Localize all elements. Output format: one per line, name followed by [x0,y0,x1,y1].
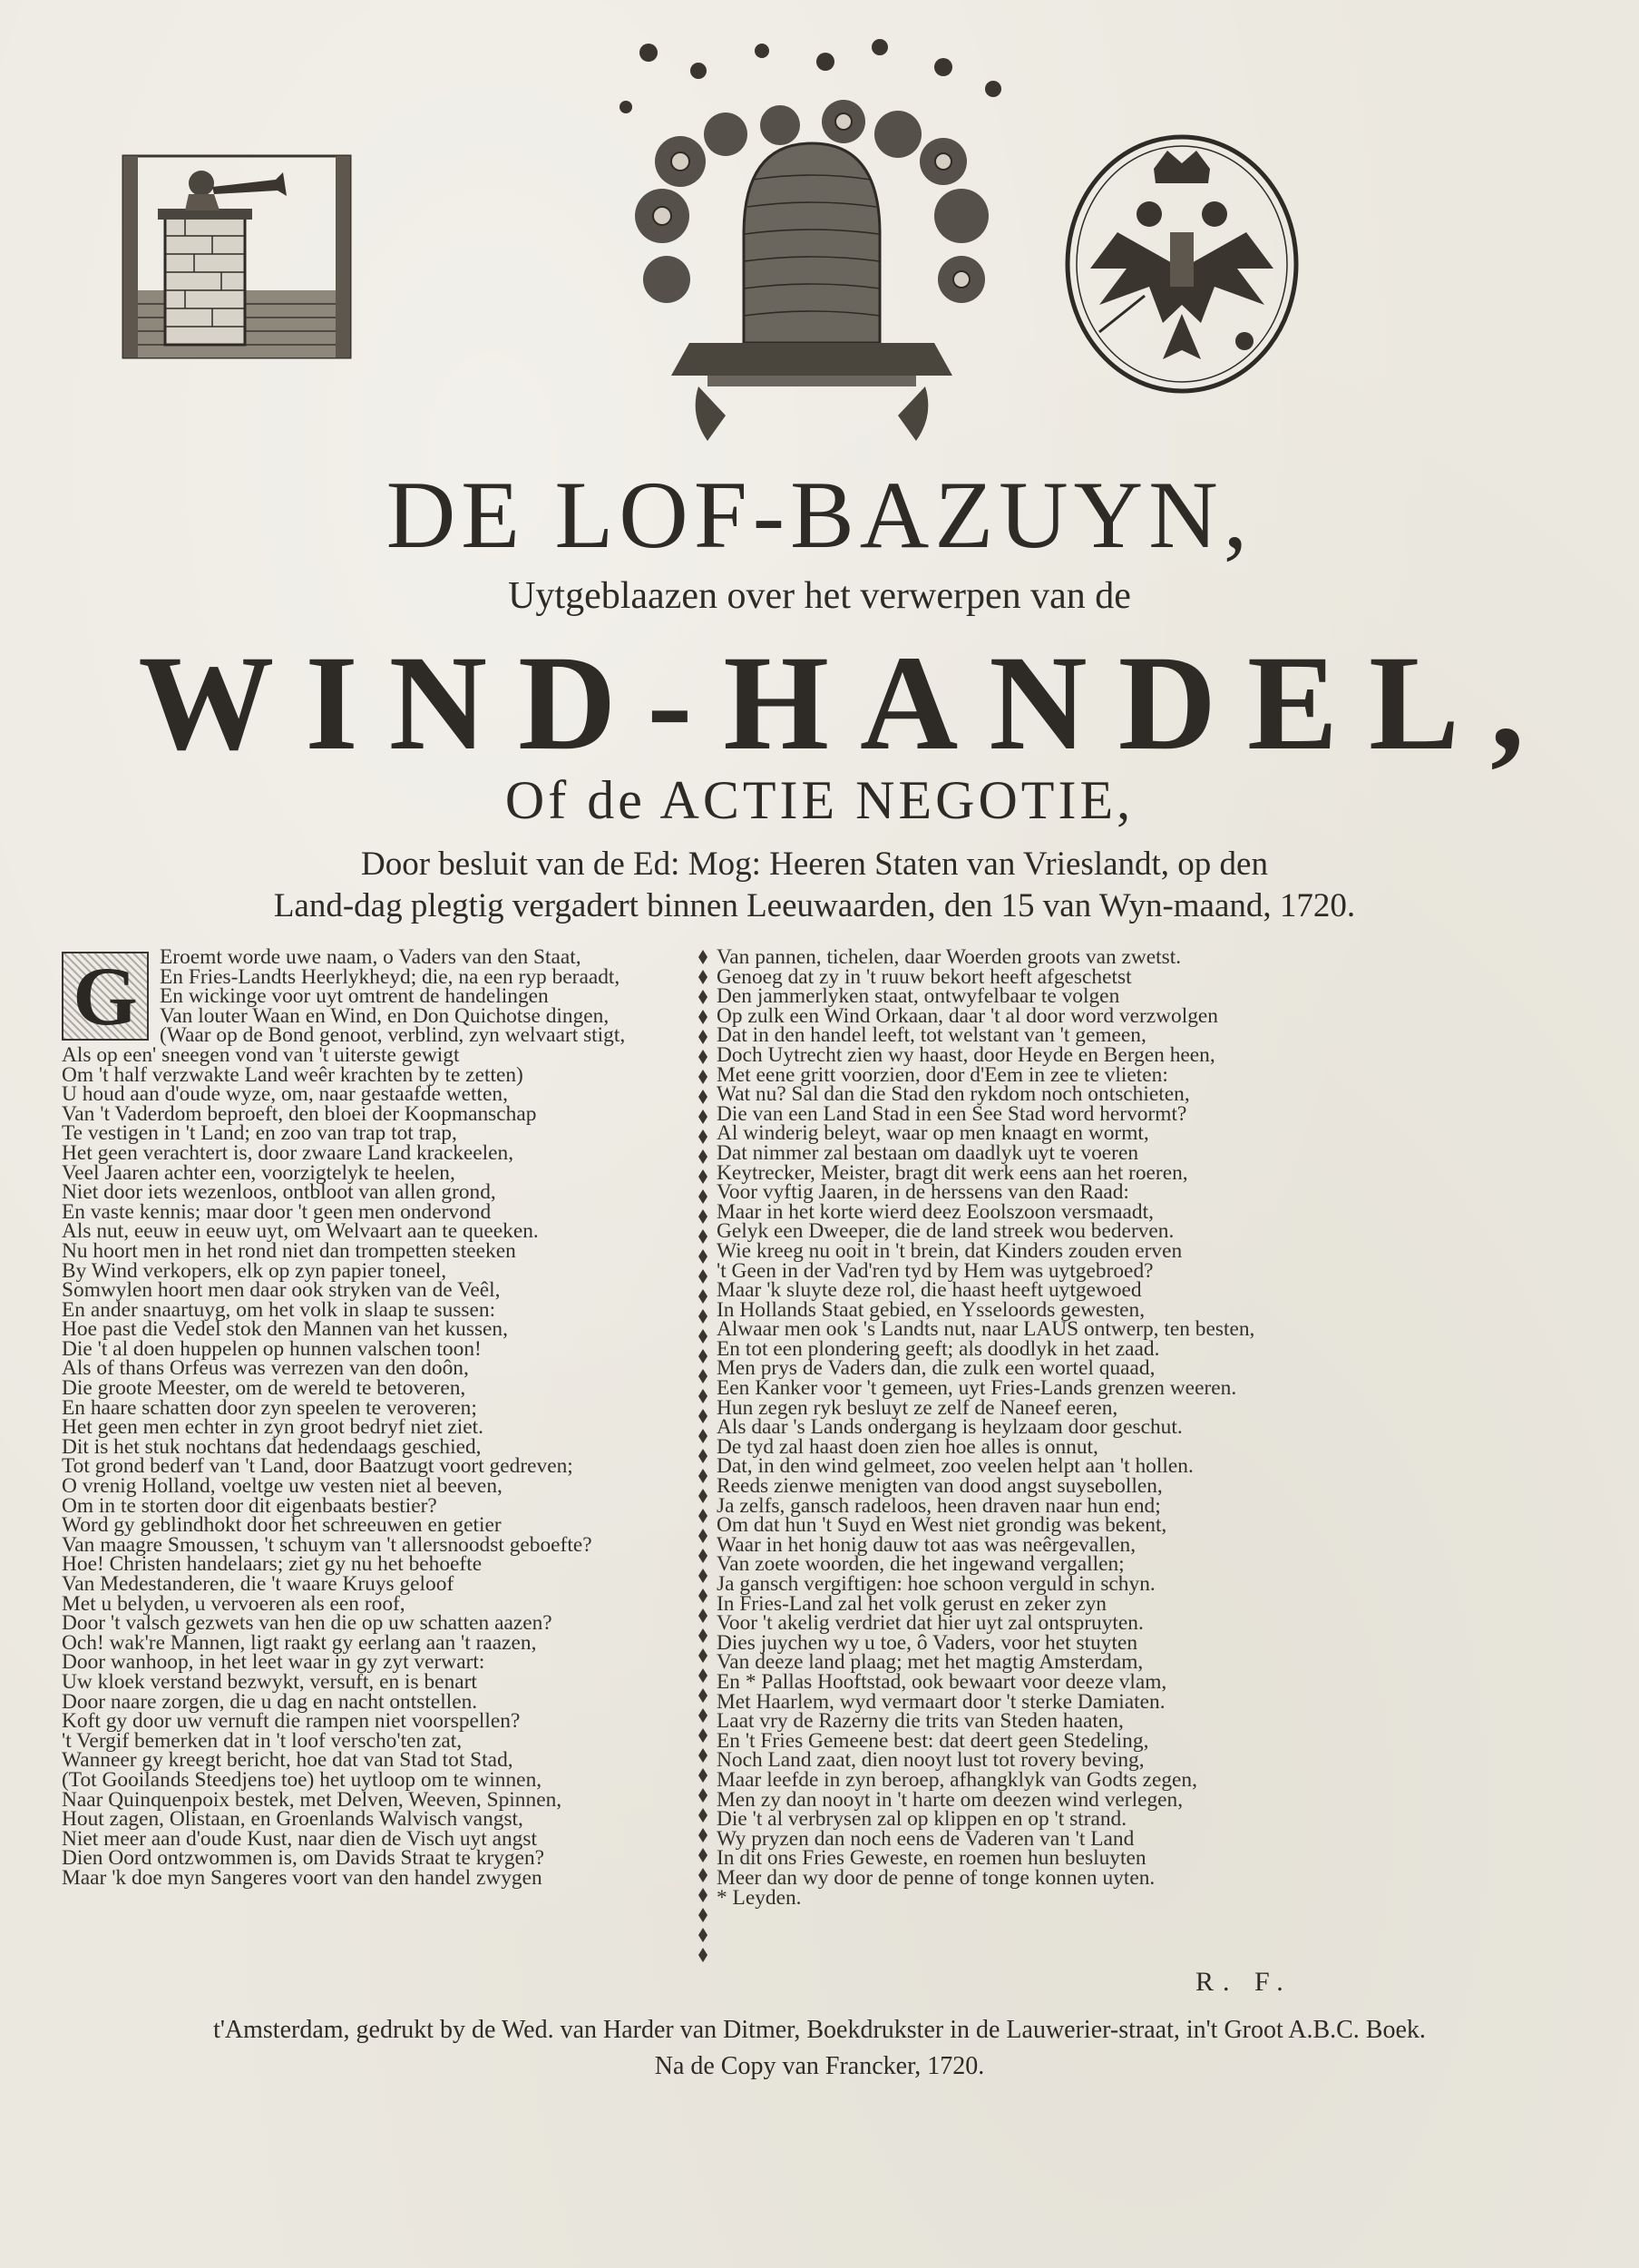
poem-line: Van Medestanderen, die 't waare Kruys geloof [62,1572,454,1596]
poem-line: Als op een' sneegen vond van 't uiterste gewigt [62,1042,460,1067]
poem-line: Word gy geblindhokt door het schreeuwen en getier [62,1513,502,1538]
poem-line: Van zoete woorden, die het ingewand vergallen; [717,1552,1125,1577]
poem-line: Met u belyden, u vervoeren als een roof, [62,1591,405,1616]
poem-line: Dat, in den wind gelmeet, zoo veelen helpt aan 't hollen. [717,1454,1194,1479]
decree-text [116,844,1513,927]
poem-line: Hoe past die Vedel stok den Mannen van het kussen, [62,1317,508,1342]
imprint-line-1: t'Amsterdam, gedrukt by de Wed. van Harder van Ditmer, Boekdrukster in de Lauwerier-straat, in't Groot A.B.C. Boek. [213,2016,1426,2044]
poem-line: Als of thans Orfeus was verrezen van den doôn, [62,1356,469,1381]
poem-line: Die groote Meester, om de wereld te betoveren, [62,1376,466,1401]
poem-line: Te vestigen in 't Land; en zoo van trap tot trap, [62,1121,457,1146]
poem-line: Om dat hun 't Suyd en West niet grondig was bekent, [717,1513,1167,1538]
poem-line: Laat vry de Razerny die trits van Steden haaten, [717,1709,1124,1734]
poem-line: Van 't Vaderdom beproeft, den bloei der Koopmanschap [62,1101,537,1126]
poem-line: Met Haarlem, wyd vermaart door 't sterke Damiaten. [717,1689,1166,1714]
poem-line: Waar in het honig dauw tot aas was neêrgevallen, [717,1532,1137,1557]
decree-line-2: Land-dag plegtig vergadert binnen Leeuwaarden, den 15 van Wyn-maand, 1720. [273,887,1356,924]
poem-line: Met eene gritt voorzien, door d'Eem in zee te vlieten: [717,1062,1168,1087]
poem-line: O vrenig Holland, voeltge uw vesten niet al beeven, [62,1474,502,1499]
poem-line: Voor 't akelig verdriet dat hier uyt zal ontspruyten. [717,1611,1144,1636]
poem-line: En tot een plondering geeft; als doodlyk in het zaad. [717,1336,1160,1361]
poem-line: Hout zagen, Olistaan, en Groenlands Walvisch vangst, [62,1807,523,1832]
poem-line: Naar Quinquenpoix bestek, met Delven, Weeven, Spinnen, [62,1787,562,1812]
poem-line: Dat nimmer zal bestaan om daadlyk uyt te voeren [717,1140,1139,1165]
poem-line: En vaste kennis; maar door 't geen men ondervond [62,1199,492,1224]
secondary-title: Of de ACTIE NEGOTIE, [504,770,1135,830]
drop-cap: G [62,952,149,1041]
poem-line: Door wanhoop, in het leet waar in gy zyt verwart: [62,1650,485,1675]
poem-line: Wy pryzen dan noch eens de Vaderen van 't Land [717,1826,1135,1851]
poem-line: Maar leefde in zyn beroep, afhangklyk van Godts zegen, [717,1767,1197,1792]
poem-line: Dies juychen wy u toe, ô Vaders, voor het stuyten [717,1630,1138,1655]
subtitle: Uytgeblaazen over het verwerpen van de [508,575,1131,617]
poem-line: Voor vyftig Jaaren, in de herssens van den Raad: [717,1180,1129,1205]
poem-line: Noch Land zaat, dien nooyt lust tot rovery beving, [717,1748,1145,1773]
poem-line: De tyd zal haast doen zien hoe alles is onnut, [717,1434,1098,1459]
poem-line: Niet door iets wezenloos, ontbloot van allen grond, [62,1180,496,1205]
poem-line: By Wind verkopers, elk op zyn papier toneel, [62,1258,447,1283]
poem-line: Keytrecker, Meister, bragt dit werk eens aan het roeren, [717,1160,1188,1185]
title-lof-bazuyn: DE LOF-BAZUYN, [385,462,1254,568]
decree-line-1: Door besluit van de Ed: Mog: Heeren Staten van Vrieslandt, op den [361,846,1268,883]
poem-right-column [717,945,1351,1910]
poem-line: Nu hoort men in het rond niet dan trompetten steeken [62,1238,516,1263]
poem-line: Men zy dan nooyt in 't harte om deezen wind verlegen, [717,1787,1184,1812]
signature: R. F. [1195,1967,1293,1997]
poem-line: Op zulk een Wind Orkaan, daar 't al door word verzwolgen [717,1003,1218,1028]
poem-line: En wickinge voor uyt omtrent de handelingen [160,984,549,1009]
poem-line: Maar in het korte wierd deez Eoolszoon versmaadt, [717,1199,1154,1224]
poem-line: Maar 'k sluyte deze rol, die haast heeft uytgewoed [717,1278,1142,1303]
main-title-wind-handel: WIND-HANDEL, [138,628,1556,778]
poem-line: Koft gy door uw vernuft die rampen niet voorspellen? [62,1709,521,1734]
poem-line: Als nut, eeuw in eeuw uyt, om Welvaart aan te queeken. [62,1219,539,1244]
poem-line: Hun zegen ryk besluyt ze zelf de Naneef eeren, [717,1395,1118,1420]
poem-line: Van louter Waan en Wind, en Don Quichotse dingen, [160,1003,610,1028]
poem-line: Van pannen, tichelen, daar Woerden groots van zwetst. [717,945,1182,969]
imprint [0,2012,1639,2085]
poem-line: Eroemt worde uwe naam, o Vaders van den Staat, [160,945,581,969]
poem-line: Den jammerlyken staat, ontwyfelbaar te volgen [717,984,1120,1009]
poem-line: 't Geen in der Vad'ren tyd by Hem was uytgebroed? [717,1258,1154,1283]
double-eagle-woodcut [1063,132,1301,396]
column-ornament-rule [691,948,715,1973]
poem-line: Van deeze land plaag; met het magtig Amsterdam, [717,1650,1144,1675]
poem-line: Het geen verachtert is, door zwaare Land krackeelen, [62,1140,514,1165]
poem-line: Al winderig beleyt, waar op men knaagt en wormt, [717,1121,1149,1146]
poem-line: Dat in den handel leeft, tot welstant van 't gemeen, [717,1023,1146,1048]
poem-line: U houd aan d'oude wyze, om, naar gestaafde wetten, [62,1082,508,1107]
poem-line: En * Pallas Hooftstad, ook bewaart voor deeze vlam, [717,1669,1167,1694]
poem-line: Om in te storten door dit eigenbaats bestier? [62,1493,437,1518]
poem-line: En ander snaartuyg, om het volk in slaap te sussen: [62,1297,496,1322]
poem-line: Een Kanker voor 't gemeen, uyt Fries-Lands grenzen weeren. [717,1376,1237,1401]
poem-line: Maar 'k doe myn Sangeres voort van den handel zwygen [62,1865,542,1890]
poem-line: Tot grond bederf van 't Land, door Baatzugt voort gedreven; [62,1454,573,1479]
poem-line: (Tot Gooilands Steedjens toe) het uytloop om te winnen, [62,1767,542,1792]
poem-line: Het geen men echter in zyn groot bedryf niet ziet. [62,1415,484,1440]
poem-line: Die 't al verbrysen zal op klippen en op 't strand. [717,1807,1127,1832]
poem-line: Alwaar men ook 's Landts nut, naar LAUS ontwerp, ten besten, [717,1317,1255,1342]
poem-line: In Hollands Staat gebied, en Ysseloords gewesten, [717,1297,1146,1322]
poem-line: Genoeg dat zy in 't ruuw bekort heeft afgeschetst [717,964,1132,989]
imprint-line-2: Na de Copy van Francker, 1720. [654,2052,985,2080]
poem-line: In dit ons Fries Geweste, en roemen hun besluyten [717,1846,1146,1871]
poem-line: Als daar 's Lands ondergang is heylzaam door geschut. [717,1415,1183,1440]
poem-line: Hoe! Christen handelaars; ziet gy nu het behoefte [62,1552,483,1577]
poem-line: Wanneer gy kreegt bericht, hoe dat van Stad tot Stad, [62,1748,513,1773]
poem-line: Uw kloek verstand bezwykt, versuft, en is benart [62,1669,477,1694]
poem-line: En haare schatten door zyn speelen te veroveren; [62,1395,477,1420]
poem-line: Ja gansch vergiftigen: hoe schoon verguld in schyn. [717,1572,1156,1596]
poem-line: Veel Jaaren achter een, voorzigtelyk te heelen, [62,1160,455,1185]
beehive-woodcut [580,34,1052,452]
poem-line: Men prys de Vaders dan, die zulk een wortel quaad, [717,1356,1156,1381]
poem-line: Dien Oord ontzwommen is, om Davids Straat te krygen? [62,1846,545,1871]
poem-line: Dit is het stuk nochtans dat hedendaags geschied, [62,1434,482,1459]
poem-line: Wat nu? Sal dan die Stad den rykdom noch ontschieten, [717,1082,1190,1107]
poem-line: En Fries-Landts Heerlykheyd; die, na een ryp beraadt, [160,964,620,989]
poem-line: (Waar op de Bond genoot, verblind, zyn welvaart stigt, [160,1023,626,1048]
poem-line: Gelyk een Dweeper, die de land streek wou bederven. [717,1219,1175,1244]
poem-line: Doch Uytrecht zien wy haast, door Heyde en Bergen heen, [717,1042,1215,1067]
poem-line: Meer dan wy door de penne of tonge konnen uyten. [717,1865,1156,1890]
poem-line: Door naare zorgen, die u dag en nacht ontstellen. [62,1689,478,1714]
poem-line: Ja zelfs, gansch radeloos, heen draven naar hun end; [717,1493,1161,1518]
poem-line: 't Vergif bemerken dat in 't loof verscho'ten zat, [62,1728,463,1753]
poem-line: In Fries-Land zal het volk gerust en zeker zyn [717,1591,1107,1616]
poem-line: Reeds zienwe menigten van dood angst suysebollen, [717,1474,1163,1499]
poem-line: Niet meer aan d'oude Kust, naar dien de Visch uyt angst [62,1826,537,1851]
poem-line: Och! wak're Mannen, ligt raakt gy eerlang aan 't raazen, [62,1630,537,1655]
poem-line: En 't Fries Gemeene best: dat deert geen Stedeling, [717,1728,1149,1753]
poem-line: Die 't al doen huppelen op hunnen valschen toon! [62,1336,482,1361]
poem-left-column [62,945,688,1890]
poem-line: Somwylen hoort men daar ook stryken van de Veêl, [62,1278,501,1303]
poem-line: * Leyden. [717,1885,802,1910]
trumpeter-woodcut [122,154,352,359]
poem-line: Van maagre Smoussen, 't schuym van 't allersnoodst geboefte? [62,1532,592,1557]
poem-line: Door 't valsch gezwets van hen die op uw schatten aazen? [62,1611,552,1636]
poem-line: Wie kreeg nu ooit in 't brein, dat Kinders zouden erven [717,1238,1183,1263]
poem-line: Om 't half verzwakte Land weêr krachten by te zetten) [62,1062,523,1087]
poem-line: Die van een Land Stad in een See Stad word hervormt? [717,1101,1187,1126]
